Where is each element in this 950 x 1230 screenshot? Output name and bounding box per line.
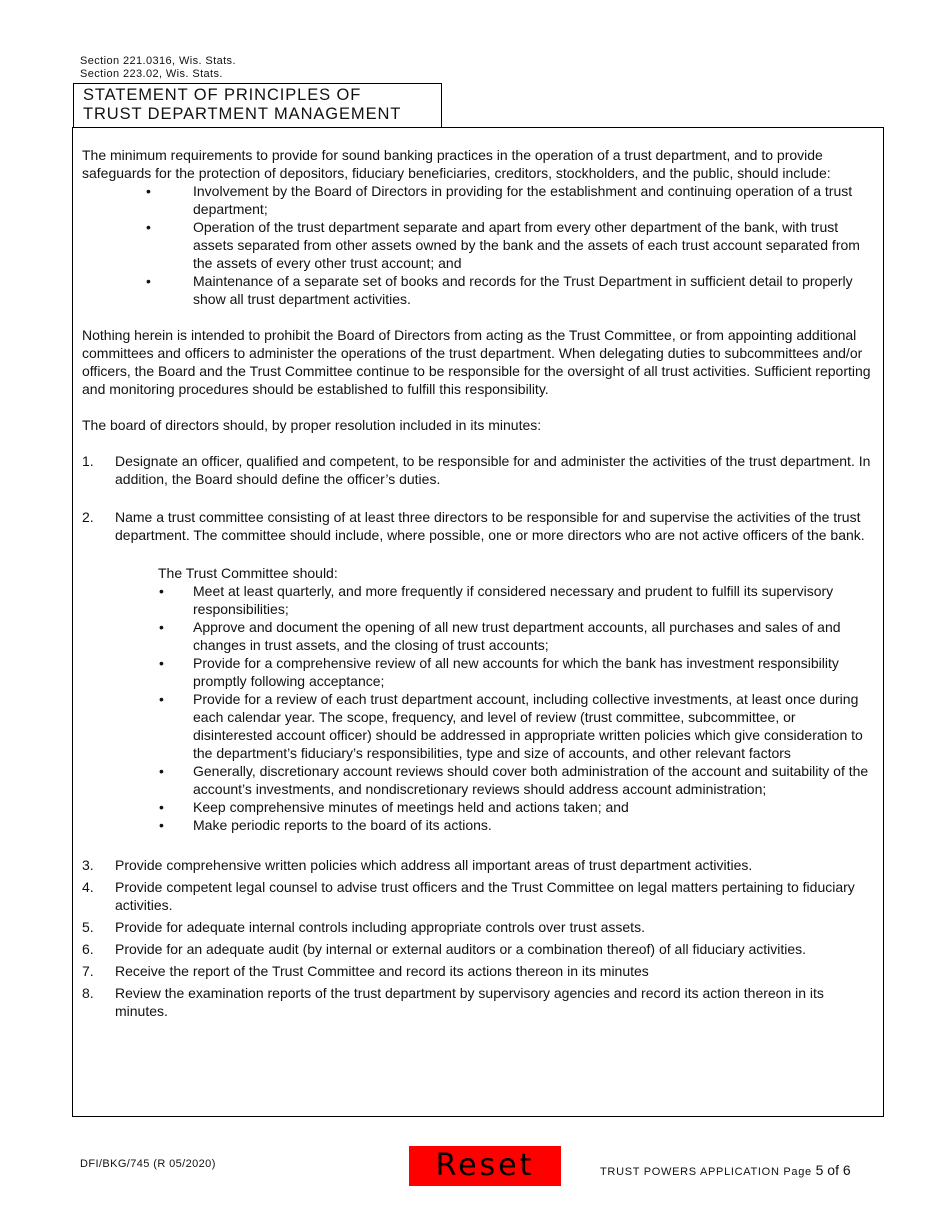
item-number: 7. — [82, 963, 94, 979]
statute-reference-1: Section 221.0316, Wis. Stats. — [80, 55, 236, 67]
item-number: 2. — [82, 509, 94, 525]
form-code: DFI/BKG/745 (R 05/2020) — [80, 1158, 216, 1170]
item-number: 1. — [82, 453, 94, 469]
numbered-item-7 — [82, 962, 875, 980]
bullet-dot: • — [159, 763, 164, 779]
committee-bullet: • Provide for a comprehensive review of all new accounts for which the bank has investment responsibility promptly following acceptance; — [159, 655, 839, 689]
document-title-line-1: STATEMENT OF PRINCIPLES OF — [83, 86, 362, 104]
numbered-item-2 — [82, 508, 875, 544]
committee-bullet: • Keep comprehensive minutes of meetings held and actions taken; and — [159, 799, 629, 815]
bullet-dot: • — [159, 799, 164, 815]
bullet-dot: • — [146, 273, 151, 289]
numbered-item-1 — [82, 452, 875, 488]
item-text: Provide competent legal counsel to advise trust officers and the Trust Committee on legal matters pertaining to fiduciary activities. — [115, 879, 855, 913]
item-number: 8. — [82, 985, 94, 1001]
page-footer — [600, 1162, 851, 1178]
intro-bullet: • Operation of the trust department separate and apart from every other department of the bank, with trust assets separated from other assets owned by the bank and the assets of each trust account separated from the assets of every other trust account; and — [146, 219, 860, 271]
board-intro-paragraph: The board of directors should, by proper resolution included in its minutes: — [82, 417, 542, 433]
principles-content — [82, 146, 875, 1024]
item-text: Provide for an adequate audit (by internal or external auditors or a combination thereof) of all fiduciary activities. — [115, 941, 807, 957]
numbered-item-8 — [82, 984, 875, 1020]
reset-button[interactable]: Reset — [409, 1146, 561, 1186]
numbered-item-6 — [82, 940, 875, 958]
item-number: 6. — [82, 941, 94, 957]
document-title-box — [73, 83, 442, 127]
item-text: Review the examination reports of the trust department by supervisory agencies and record its action thereon in its minutes. — [115, 985, 824, 1019]
item-text: Provide comprehensive written policies which address all important areas of trust department activities. — [115, 857, 753, 873]
statute-reference-2: Section 223.02, Wis. Stats. — [80, 68, 223, 80]
bullet-dot: • — [146, 183, 151, 199]
page-number: 5 of 6 — [815, 1162, 851, 1178]
bullet-dot: • — [159, 817, 164, 833]
numbered-steps — [82, 856, 875, 1020]
intro-bullet: • Involvement by the Board of Directors in providing for the establishment and continuing operation of a trust department; — [146, 183, 853, 217]
item-number: 4. — [82, 879, 94, 895]
item-text: Provide for adequate internal controls including appropriate controls over trust assets. — [115, 919, 645, 935]
bullet-dot: • — [146, 219, 151, 235]
committee-bullet: • Make periodic reports to the board of its actions. — [159, 817, 492, 833]
numbered-item-3 — [82, 856, 875, 874]
committee-bullet: • Approve and document the opening of all new trust department accounts, all purchases and sales of and changes in trust assets, and the closing of trust accounts; — [159, 619, 841, 653]
document-title-line-2: TRUST DEPARTMENT MANAGEMENT — [83, 105, 402, 123]
numbered-item-4 — [82, 878, 875, 914]
numbered-item-5 — [82, 918, 875, 936]
item-text: Designate an officer, qualified and competent, to be responsible for and administer the activities of the trust department. In addition, the Board should define the officer’s duties. — [115, 453, 871, 487]
bullet-dot: • — [159, 619, 164, 635]
trust-committee-heading: The Trust Committee should: — [158, 565, 338, 581]
item-text: Receive the report of the Trust Committee and record its actions thereon in its minutes — [115, 963, 649, 979]
intro-paragraph: The minimum requirements to provide for sound banking practices in the operation of a trust department, and to provide safeguards for the protection of depositors, fiduciary beneficiaries, creditors, stockholders, and the public, should include: — [82, 147, 831, 181]
item-number: 5. — [82, 919, 94, 935]
bullet-dot: • — [159, 691, 164, 707]
principles-content-box — [72, 127, 884, 1117]
bullet-dot: • — [159, 583, 164, 599]
item-text: Name a trust committee consisting of at least three directors to be responsible for and supervise the activities of the trust department. The committee should include, where possible, one or more directors who are not active officers of the bank. — [115, 509, 865, 543]
bullet-dot: • — [159, 655, 164, 671]
application-label: TRUST POWERS APPLICATION Page — [600, 1166, 812, 1178]
committee-bullet: • Provide for a review of each trust department account, including collective investments, at least once during each calendar year. The scope, frequency, and level of review (trust committee, subcommittee, or disinterested account officer) should be addressed in appropriate written policies which give consideration to the department’s fiduciary’s responsibilities, type and size of accounts, and other relevant factors — [159, 691, 863, 761]
item-number: 3. — [82, 857, 94, 873]
delegation-paragraph: Nothing herein is intended to prohibit the Board of Directors from acting as the Trust Committee, or from appointing additional committees and officers to administer the operations of the trust department. When delegating duties to subcommittees and/or officers, the Board and the Trust Committee continue to be responsible for the oversight of all trust activities. Sufficient reporting and monitoring procedures should be established to fulfill this responsibility. — [82, 327, 871, 397]
committee-bullet: • Generally, discretionary account reviews should cover both administration of the account and suitability of the account’s investments, and nondiscretionary reviews should address account administration; — [159, 763, 869, 797]
committee-bullet: • Meet at least quarterly, and more frequently if considered necessary and prudent to fulfill its supervisory responsibilities; — [159, 583, 834, 617]
intro-bullet: • Maintenance of a separate set of books and records for the Trust Department in sufficient detail to properly show all trust department activities. — [146, 273, 853, 307]
